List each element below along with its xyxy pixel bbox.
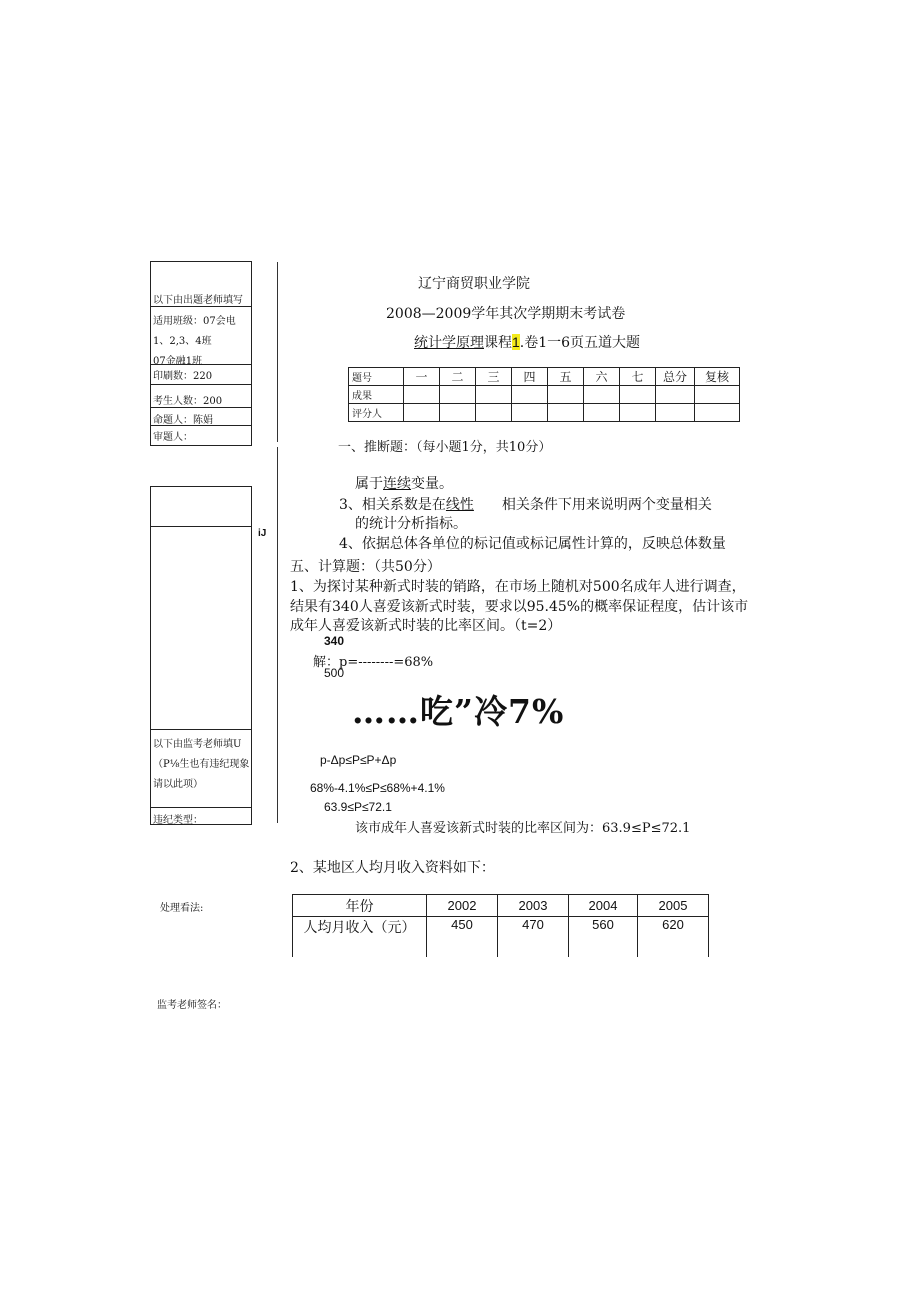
exam-count: 考生人数：200	[153, 396, 223, 407]
monitor-note-3: 请以此项）	[153, 779, 203, 790]
income-label: 人均月收入（元）	[293, 917, 427, 958]
paper-rest: .卷1一6页五道大题	[519, 335, 641, 351]
score-header: 二	[440, 368, 476, 386]
score-table	[348, 367, 740, 422]
year-cell: 2003	[498, 895, 569, 917]
conclusion: 该市成年人喜爱该新式时装的比率区间为：63.9≤P≤72.1	[355, 821, 691, 836]
print-count: 印刷数：220	[153, 371, 213, 382]
course-name: 统计学原理	[414, 335, 484, 351]
income-table	[292, 894, 709, 957]
school-name: 辽宁商贸职业学院	[418, 276, 530, 292]
section1-item4: 4、依据总体各单位的标记值或标记属性计算的，反映总体数量	[339, 536, 726, 552]
score-header: 题号	[349, 368, 404, 386]
score-header: 三	[476, 368, 512, 386]
monitor-box	[150, 486, 252, 825]
solution-numerator: 340	[324, 634, 345, 648]
year-cell: 2004	[569, 895, 638, 917]
interval-calc-1: 68%-4.1%≤P≤68%+4.1%	[310, 781, 445, 795]
violation-type: 违纪类型：	[153, 815, 203, 826]
reviewer: 审题人：	[153, 432, 193, 443]
setter: 命题人：陈娟	[153, 415, 213, 426]
section1-item3: 3、相关系数是在线性 相关条件下用来说明两个变量相关	[339, 497, 712, 513]
q2-text: 2、某地区人均月收入资料如下：	[290, 860, 495, 876]
score-header: 一	[404, 368, 440, 386]
teacher-note: 以下由出题老师填写	[153, 295, 243, 306]
monitor-sign-label: 监考老师签名：	[157, 1000, 227, 1011]
course-suffix: 课程	[484, 335, 512, 351]
score-row-label: 成果	[349, 386, 404, 404]
year-label: 年份	[293, 895, 427, 917]
solution-denominator: 500	[324, 666, 345, 680]
income-value: 450	[427, 917, 498, 958]
garbled-formula: ……吃”冷7%	[352, 692, 565, 731]
binding-line-lower	[277, 447, 278, 823]
binding-line-upper	[277, 262, 278, 442]
score-header: 七	[620, 368, 656, 386]
score-header: 总分	[656, 368, 695, 386]
year-cell: 2002	[427, 895, 498, 917]
monitor-note-2: （P⅛生也有违纪现象	[153, 759, 250, 770]
score-row-label: 评分人	[349, 404, 404, 422]
q1-line3: 成年人喜爱该新式时装的比率区间。（t=2）	[290, 618, 562, 634]
income-value: 470	[498, 917, 569, 958]
section1-line1: 属于连续变量。	[355, 476, 453, 492]
applicable-class-3: 07金融1班	[153, 356, 203, 367]
section5-title: 五、计算题：（共50分）	[290, 559, 441, 575]
score-header: 六	[584, 368, 620, 386]
term-title: 2008—2009学年其次学期期末考试卷	[386, 306, 626, 322]
monitor-note-1: 以下由监考老师填U	[153, 739, 242, 750]
score-header: 复核	[695, 368, 740, 386]
side-mark: iJ	[258, 528, 267, 539]
interval-calc-2: 63.9≤P≤72.1	[324, 800, 392, 814]
interval-formula: p-Δp≤P≤P+Δp	[320, 753, 397, 767]
q1-line1: 1、为探讨某种新式时装的销路，在市场上随机对500名成年人进行调查，	[290, 579, 746, 595]
section1-title: 一、推断题：（每小题1分，共10分）	[338, 440, 552, 455]
section1-item3-cont: 的统计分析指标。	[355, 516, 467, 532]
score-header: 五	[548, 368, 584, 386]
solution-line: 解：p=--------=68%	[313, 655, 434, 670]
paper-code: 1	[512, 334, 520, 350]
course-line	[414, 332, 640, 352]
income-value: 560	[569, 917, 638, 958]
year-cell: 2005	[638, 895, 709, 917]
applicable-class-2: 1、2,3、4班	[153, 336, 212, 347]
q1-line2: 结果有340人喜爱该新式时装，要求以95.45%的概率保证程度，估计该市	[290, 599, 749, 615]
income-value: 620	[638, 917, 709, 958]
handling-label: 处理看法:	[160, 903, 204, 914]
applicable-class-1: 适用班级：07会电	[153, 316, 236, 327]
exam-info-box	[150, 261, 252, 446]
score-header: 四	[512, 368, 548, 386]
